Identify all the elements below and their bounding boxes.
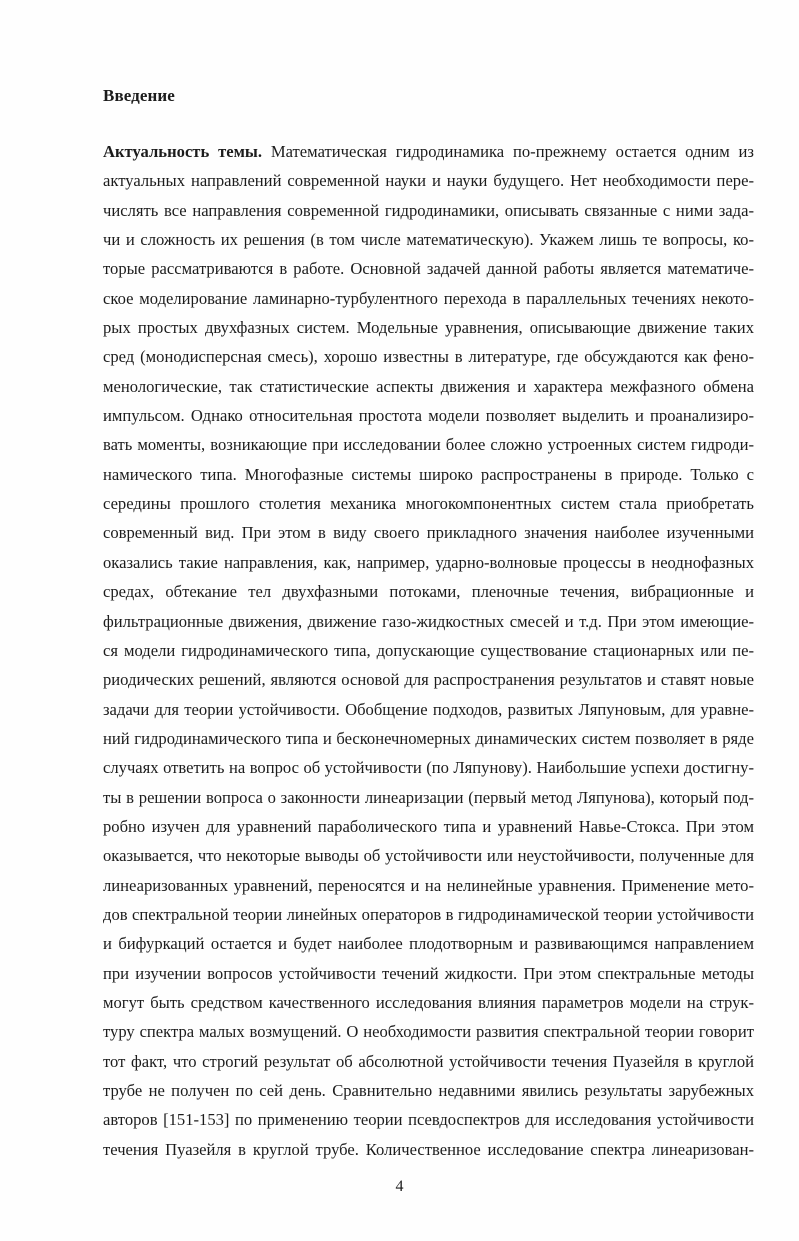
text-line: средах, обтекание тел двухфазными потоками, пленочные течения, вибрационные и	[103, 582, 754, 602]
text-line: случаях ответить на вопрос об устойчивости (по Ляпунову). Наибольшие успехи достигну-	[103, 758, 754, 778]
text-line: сред (монодисперсная смесь), хорошо известны в литературе, где обсуждаются как фено-	[103, 347, 754, 367]
text-line: актуальных направлений современной науки и науки будущего. Нет необходимости пере-	[103, 171, 754, 191]
text-line: робно изучен для уравнений параболического типа и уравнений Навье-Стокса. При этом	[103, 816, 754, 836]
text-line: авторов [151-153] по применению теории псевдоспектров для исследования устойчивости	[103, 1110, 754, 1130]
text-line: менологические, так статистические аспекты движения и характера межфазного обмена	[103, 376, 754, 396]
body-text	[103, 137, 754, 1164]
text-line: чи и сложность их решения (в том числе математическую). Укажем лишь те вопросы, ко-	[103, 230, 754, 250]
text-line: риодических решений, являются основой для распространения результатов и ставят новые	[103, 670, 754, 690]
lead-in-bold: Актуальность темы.	[103, 142, 263, 161]
text-line: и бифуркаций остается и будет наиболее плодотворным и развивающимся направлением	[103, 934, 754, 954]
text-line: современный вид. При этом в виду своего прикладного значения наиболее изученными	[103, 523, 754, 543]
text-line: середины прошлого столетия механика многокомпонентных систем стала приобретать	[103, 494, 754, 514]
text-line: рых простых двухфазных систем. Модельные уравнения, описывающие движение таких	[103, 318, 754, 338]
text-line: фильтрационные движения, движение газо-жидкостных смесей и т.д. При этом имеющие-	[103, 611, 754, 631]
text-line-content: Математическая гидродинамика по-прежнему остается одним из	[262, 142, 754, 161]
text-line: торые рассматриваются в работе. Основной задачей данной работы является математиче-	[103, 259, 754, 279]
text-line: импульсом. Однако относительная простота модели позволяет выделить и проанализиро-	[103, 406, 754, 426]
text-line: ний гидродинамического типа и бесконечномерных динамических систем позволяет в ряде	[103, 728, 754, 748]
text-line: ское моделирование ламинарно-турбулентного перехода в параллельных течениях некото-	[103, 288, 754, 308]
text-line: оказались такие направления, как, например, ударно-волновые процессы в неоднофазных	[103, 552, 754, 572]
text-line: тот факт, что строгий результат об абсолютной устойчивости течения Пуазейля в круглой	[103, 1051, 754, 1071]
text-line: могут быть средством качественного исследования влияния параметров модели на струк-	[103, 992, 754, 1012]
text-line: намического типа. Многофазные системы широко распространены в природе. Только с	[103, 464, 754, 484]
text-line	[103, 137, 754, 166]
text-line: туру спектра малых возмущений. О необходимости развития спектральной теории говорит	[103, 1022, 754, 1042]
page-number: 4	[395, 1178, 404, 1195]
text-line: течения Пуазейля в круглой трубе. Количественное исследование спектра линеаризован-	[103, 1139, 754, 1159]
text-line: линеаризованных уравнений, переносятся и на нелинейные уравнения. Применение мето-	[103, 875, 754, 895]
text-line: ты в решении вопроса о законности линеаризации (первый метод Ляпунова), который под-	[103, 787, 754, 807]
section-heading: Введение	[103, 86, 175, 105]
text-line: трубе не получен по сей день. Сравнительно недавними явились результаты зарубежных	[103, 1081, 754, 1100]
text-line: числять все направления современной гидродинамики, описывать связанные с ними зада-	[103, 200, 754, 220]
text-line: при изучении вопросов устойчивости течений жидкости. При этом спектральные методы	[103, 963, 754, 983]
text-line: задачи для теории устойчивости. Обобщение подходов, развитых Ляпуновым, для уравне-	[103, 699, 754, 719]
text-line: дов спектральной теории линейных операторов в гидродинамической теории устойчивости	[103, 904, 754, 924]
text-line: оказывается, что некоторые выводы об устойчивости или неустойчивости, полученные для	[103, 846, 754, 866]
text-line: ся модели гидродинамического типа, допускающие существование стационарных или пе-	[103, 640, 754, 660]
text-line: вать моменты, возникающие при исследовании более сложно устроенных систем гидроди-	[103, 435, 754, 455]
